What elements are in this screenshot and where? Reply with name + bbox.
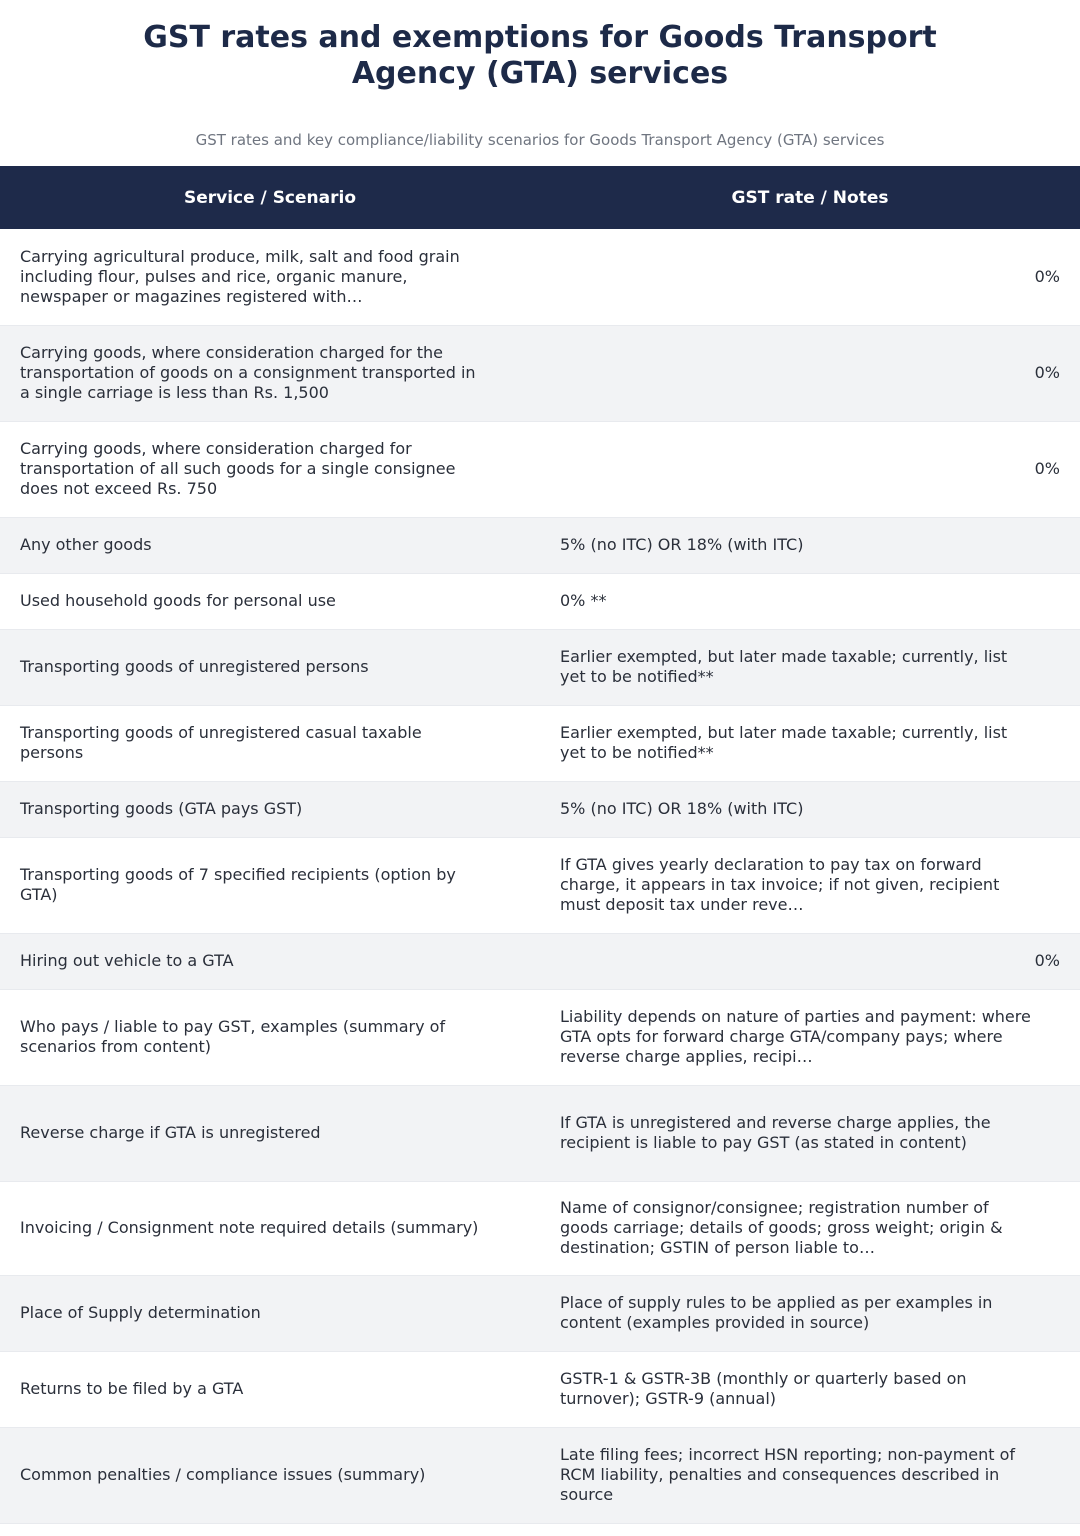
scenario-cell: Used household goods for personal use <box>0 573 540 629</box>
table-row <box>0 989 1080 1085</box>
rate-cell: 0% <box>540 421 1080 517</box>
table-row <box>0 781 1080 837</box>
scenario-cell: Invoicing / Consignment note required details (summary) <box>0 1181 540 1275</box>
scenario-cell: Carrying agricultural produce, milk, salt and food grain including flour, pulses and rice, organic manure, newspaper or magazines registered with… <box>0 229 540 325</box>
scenario-cell: Transporting goods (GTA pays GST) <box>0 781 540 837</box>
table-row <box>0 421 1080 517</box>
table-header-row <box>0 166 1080 229</box>
table-row <box>0 1351 1080 1427</box>
table-row <box>0 229 1080 325</box>
rate-cell: If GTA gives yearly declaration to pay tax on forward charge, it appears in tax invoice; if not given, recipient must deposit tax under reve… <box>540 837 1080 933</box>
column-header-scenario: Service / Scenario <box>183 187 357 208</box>
page-subtitle: GST rates and key compliance/liability scenarios for Goods Transport Agency (GTA) services <box>195 131 885 149</box>
rate-cell: 0% <box>540 229 1080 325</box>
rate-cell: Place of supply rules to be applied as per examples in content (examples provided in source) <box>540 1275 1080 1351</box>
table-row <box>0 705 1080 781</box>
gst-rates-table <box>0 166 1080 1524</box>
scenario-cell: Transporting goods of unregistered casual taxable persons <box>0 705 540 781</box>
table-row <box>0 1181 1080 1275</box>
scenario-cell: Any other goods <box>0 517 540 573</box>
rate-cell: 0% <box>540 933 1080 989</box>
table-row <box>0 629 1080 705</box>
rate-cell: Earlier exempted, but later made taxable; currently, list yet to be notified** <box>540 705 1080 781</box>
rate-cell: Earlier exempted, but later made taxable; currently, list yet to be notified** <box>540 629 1080 705</box>
table-row <box>0 1085 1080 1181</box>
scenario-cell: Common penalties / compliance issues (summary) <box>0 1427 540 1523</box>
scenario-cell: Place of Supply determination <box>0 1275 540 1351</box>
scenario-cell: Who pays / liable to pay GST, examples (summary of scenarios from content) <box>0 989 540 1085</box>
rate-cell: 5% (no ITC) OR 18% (with ITC) <box>540 781 1080 837</box>
table-row <box>0 573 1080 629</box>
table-row <box>0 517 1080 573</box>
rate-cell: Liability depends on nature of parties and payment: where GTA opts for forward charge GTA/company pays; where reverse charge applies, recipi… <box>540 989 1080 1085</box>
scenario-cell: Returns to be filed by a GTA <box>0 1351 540 1427</box>
page-title: GST rates and exemptions for Goods Transport Agency (GTA) services <box>143 20 937 91</box>
rate-cell: Name of consignor/consignee; registration number of goods carriage; details of goods; gross weight; origin & destination; GSTIN of person liable to… <box>540 1181 1080 1275</box>
scenario-cell: Carrying goods, where consideration charged for transportation of all such goods for a single consignee does not exceed Rs. 750 <box>0 421 540 517</box>
table-row <box>0 325 1080 421</box>
table-row <box>0 1275 1080 1351</box>
scenario-cell: Reverse charge if GTA is unregistered <box>0 1085 540 1181</box>
rate-cell: Late filing fees; incorrect HSN reporting; non-payment of RCM liability, penalties and consequences described in source <box>540 1427 1080 1523</box>
table-row <box>0 1427 1080 1523</box>
scenario-cell: Hiring out vehicle to a GTA <box>0 933 540 989</box>
rate-cell: GSTR-1 & GSTR-3B (monthly or quarterly based on turnover); GSTR-9 (annual) <box>540 1351 1080 1427</box>
rate-cell: 0% ** <box>540 573 1080 629</box>
column-header-rate: GST rate / Notes <box>731 187 889 208</box>
scenario-cell: Carrying goods, where consideration charged for the transportation of goods on a consignment transported in a single carriage is less than Rs. 1,500 <box>0 325 540 421</box>
rate-cell: If GTA is unregistered and reverse charge applies, the recipient is liable to pay GST (as stated in content) <box>540 1085 1080 1181</box>
rate-cell: 0% <box>540 325 1080 421</box>
scenario-cell: Transporting goods of unregistered persons <box>0 629 540 705</box>
scenario-cell: Transporting goods of 7 specified recipients (option by GTA) <box>0 837 540 933</box>
table-row <box>0 837 1080 933</box>
table-row <box>0 933 1080 989</box>
rate-cell: 5% (no ITC) OR 18% (with ITC) <box>540 517 1080 573</box>
